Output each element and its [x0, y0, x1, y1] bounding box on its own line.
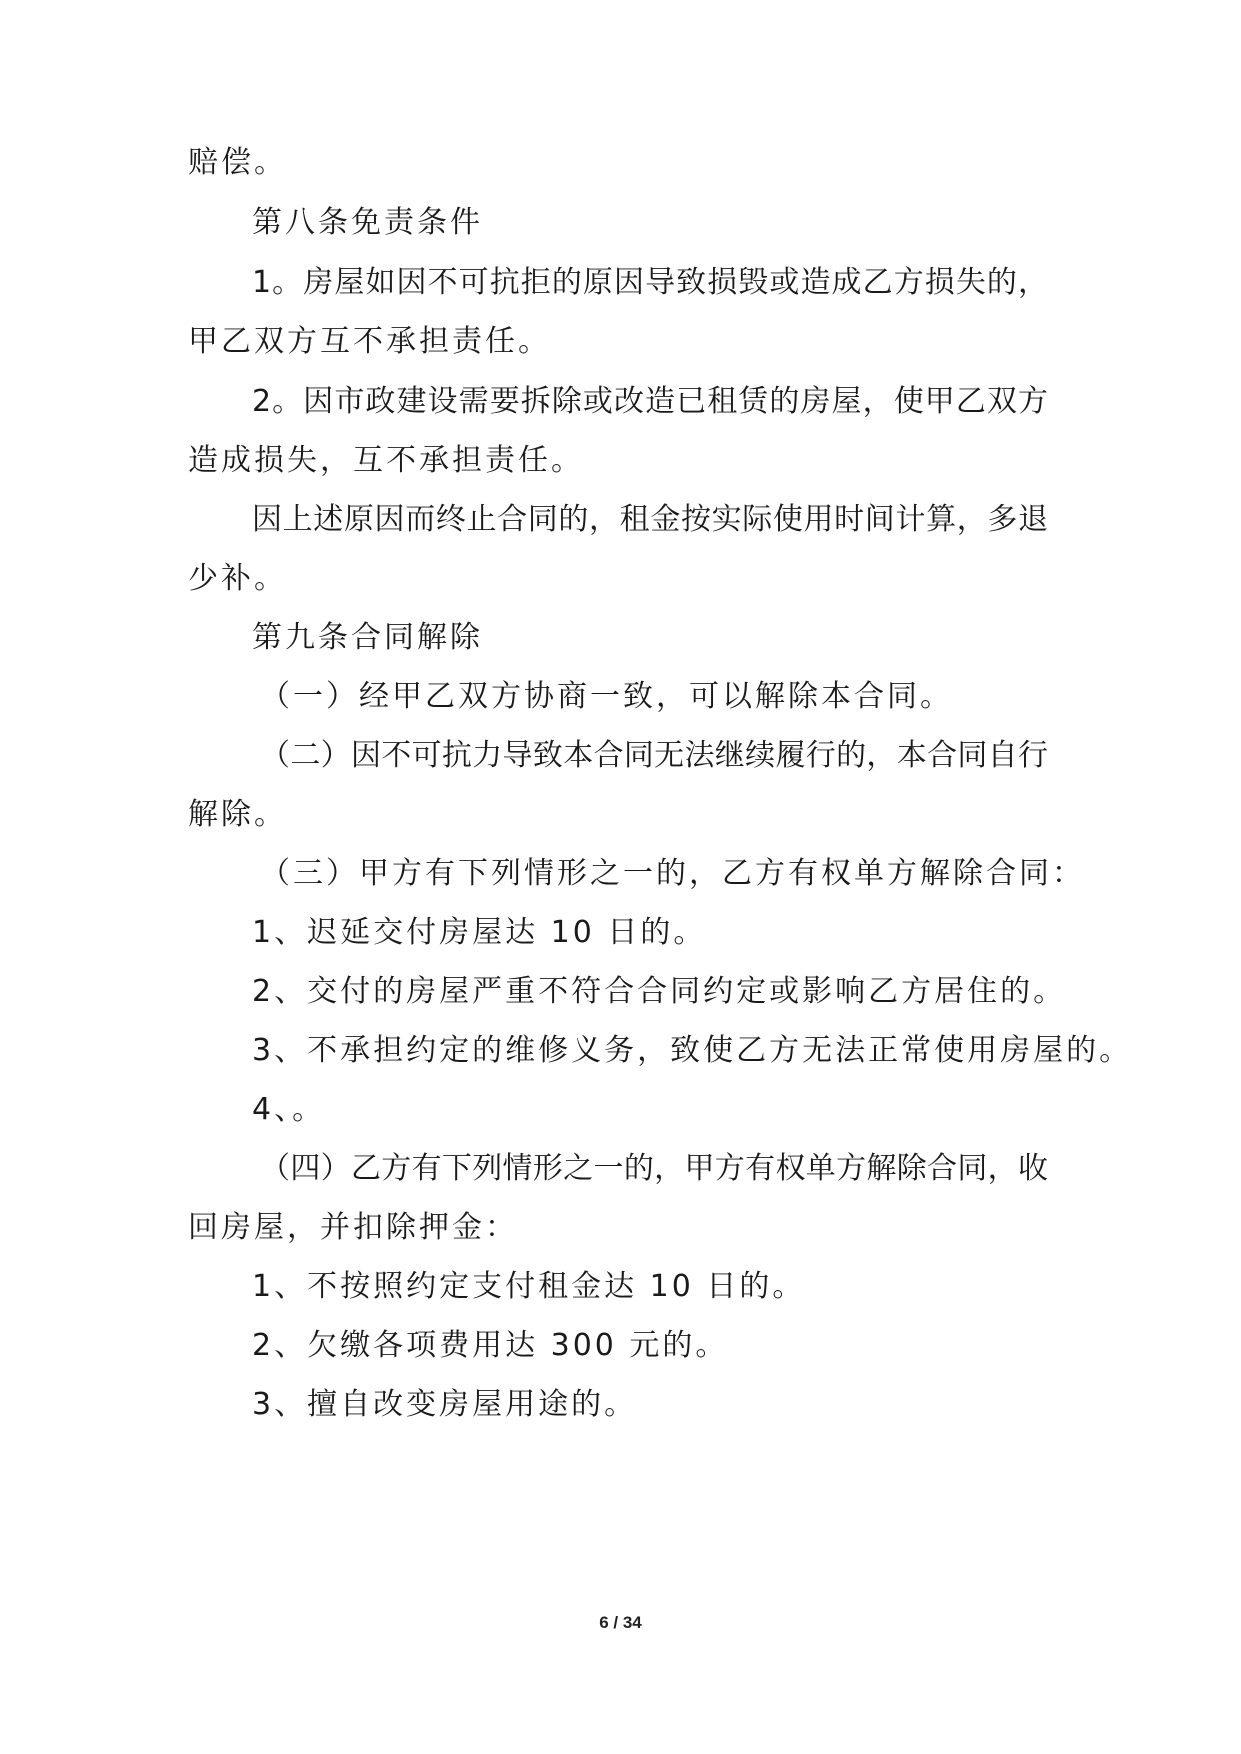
article-9-clause-2: （二）因不可抗力导致本合同无法继续履行的，本合同自行	[260, 738, 1048, 773]
article-8-item-1: 1。房屋如因不可抗拒的原因导致损毁或造成乙方损失的，	[252, 265, 1048, 300]
article-9-title: 第九条合同解除	[252, 620, 483, 655]
article-9-clause-4-cont: 回房屋，并扣除押金：	[188, 1210, 518, 1245]
article-9-clause-1: （一）经甲乙双方协商一致，可以解除本合同。	[260, 679, 953, 714]
clause-4-item-1: 1、不按照约定支付租金达 10 日的。	[252, 1269, 806, 1304]
page-number: 6 / 34	[599, 1613, 642, 1632]
article-9-clause-3: （三）甲方有下列情形之一的，乙方有权单方解除合同：	[260, 856, 1085, 891]
article-8-title: 第八条免责条件	[252, 205, 483, 240]
clause-3-item-2: 2、交付的房屋严重不符合合同约定或影响乙方居住的。	[252, 974, 1067, 1009]
article-8-item-2-cont: 造成损失，互不承担责任。	[188, 443, 584, 478]
article-8-note-cont: 少补。	[188, 561, 287, 596]
article-8-item-1-cont: 甲乙双方互不承担责任。	[188, 324, 551, 359]
clause-4-item-3: 3、擅自改变房屋用途的。	[252, 1387, 638, 1422]
article-9-clause-4: （四）乙方有下列情形之一的，甲方有权单方解除合同，收	[260, 1151, 1048, 1186]
article-8-item-2: 2。因市政建设需要拆除或改造已租赁的房屋，使甲乙双方	[252, 384, 1048, 419]
paragraph-line: 赔偿。	[188, 145, 287, 180]
clause-4-item-2: 2、欠缴各项费用达 300 元的。	[252, 1328, 729, 1363]
article-9-clause-2-cont: 解除。	[188, 797, 287, 832]
clause-3-item-4: 4、。	[252, 1092, 326, 1127]
clause-3-item-1: 1、迟延交付房屋达 10 日的。	[252, 915, 707, 950]
clause-3-item-3: 3、不承担约定的维修义务，致使乙方无法正常使用房屋的。	[252, 1033, 1133, 1068]
article-8-note: 因上述原因而终止合同的，租金按实际使用时间计算，多退	[252, 502, 1048, 537]
